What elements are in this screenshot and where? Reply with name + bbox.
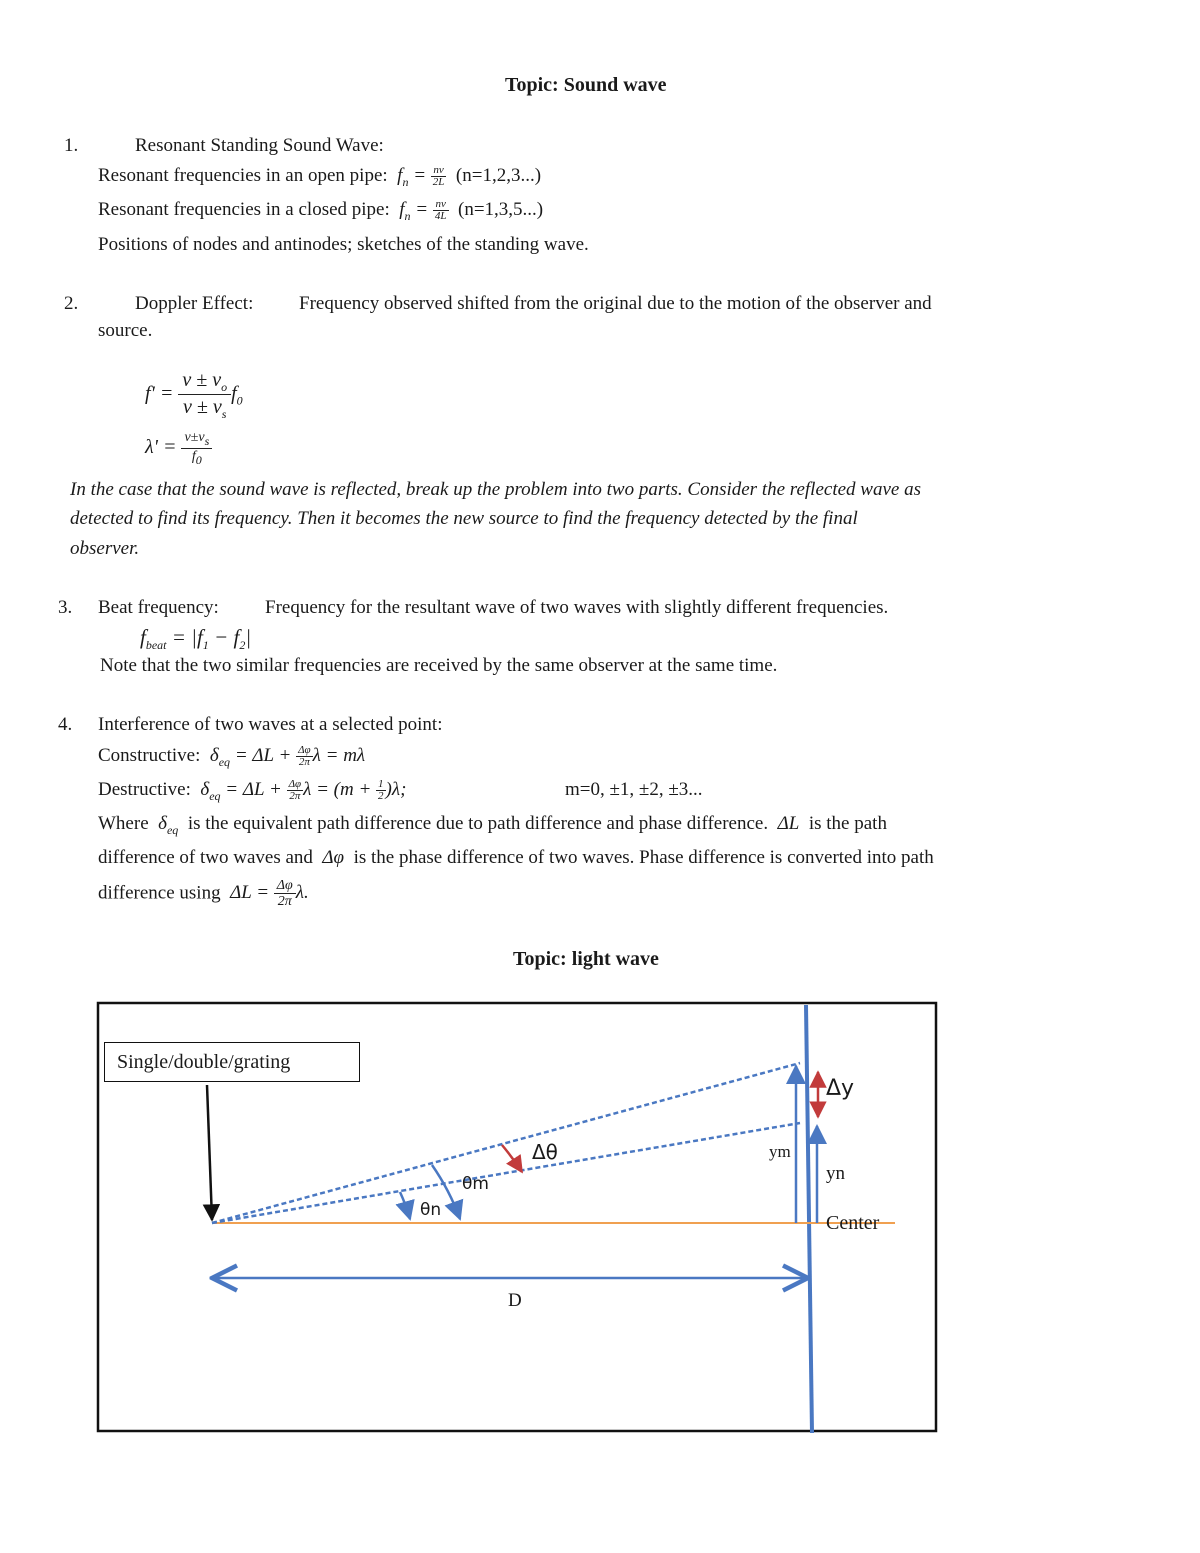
- reflection-note-line2: detected to find its frequency. Then it becomes the new source to find the frequency detected by the final: [70, 508, 858, 529]
- section-1-number: 1.: [64, 135, 79, 156]
- delta-y-label: Δy: [826, 1076, 855, 1101]
- path-diff-text-b: is the phase difference of two waves. Phase difference is converted into path: [353, 847, 934, 868]
- positions-text: Positions of nodes and antinodes; sketches of the standing wave.: [98, 234, 589, 255]
- screen-line: [806, 1005, 812, 1433]
- reflection-note-line3: observer.: [70, 538, 140, 559]
- doppler-frequency-formula: f' = $\frac{v \pm v_o}{v \pm v_s}$ $f_0$: [145, 369, 243, 422]
- closed-pipe-range: (n=1,3,5...): [458, 199, 544, 220]
- y-n-label: yn: [826, 1163, 845, 1184]
- delta-eq-symbol: $\delta_{eq}$: [153, 813, 179, 837]
- destructive-formula: $\delta_{eq} = \Delta L$ + $\frac{\Delta\varphi}{2\pi}$ λ = (m + $\frac{1}{2}$ )λ;: [195, 778, 407, 803]
- conversion-formula: ΔL = $\frac{\Delta\varphi}{2\pi}$ λ.: [225, 878, 309, 910]
- conversion-text: difference using: [98, 882, 221, 904]
- open-pipe-range: (n=1,2,3...): [455, 165, 542, 186]
- m-values: m=0, ±1, ±2, ±3...: [565, 779, 703, 800]
- light-topic-title: Topic: light wave: [513, 948, 659, 970]
- closed-pipe-label: Resonant frequencies in a closed pipe:: [98, 199, 390, 220]
- doppler-wavelength-formula: λ' = $\frac{v\pm v_s}{f_0}$: [145, 430, 212, 467]
- open-pipe-label: Resonant frequencies in an open pipe:: [98, 165, 388, 186]
- doppler-desc-line1: Frequency observed shifted from the original due to the motion of the observer and: [299, 293, 932, 314]
- slit-pointer-arrow: [207, 1085, 212, 1220]
- where-post: is the equivalent path difference due to path difference and phase difference.: [187, 813, 769, 834]
- section-1-heading: Resonant Standing Sound Wave:: [135, 135, 384, 156]
- doppler-desc-line2: source.: [98, 320, 153, 341]
- constructive-formula: $\delta_{eq} = \Delta L$ + $\frac{\Delta\varphi}{2\pi}$ λ = mλ: [205, 744, 366, 769]
- theta-n-arc: [400, 1192, 410, 1219]
- reflection-note-line1: In the case that the sound wave is reflected, break up the problem into two parts. Consider the reflected wave as: [70, 479, 921, 500]
- beat-desc: Frequency for the resultant wave of two waves with slightly different frequencies.: [265, 597, 889, 618]
- section-2-number: 2.: [64, 293, 79, 314]
- delta-phi-symbol: Δφ: [317, 847, 349, 868]
- center-label: Center: [826, 1212, 880, 1234]
- ray-m: [212, 1063, 800, 1223]
- beat-note: Note that the two similar frequencies are received by the same observer at the same time.: [100, 655, 778, 676]
- section-4-number: 4.: [58, 714, 73, 735]
- beat-formula: $f_{beat} = |f_1 - f_2|$: [140, 625, 252, 653]
- path-diff-text: difference of two waves and: [98, 847, 313, 868]
- sound-topic-title: Topic: Sound wave: [505, 74, 667, 96]
- section-3-heading: Beat frequency:: [98, 597, 219, 618]
- theta-n-label: θn: [420, 1200, 442, 1220]
- section-4-heading: Interference of two waves at a selected point:: [98, 714, 443, 735]
- distance-label: D: [508, 1290, 522, 1311]
- where-post2: is the path: [808, 813, 887, 834]
- section-2-heading: Doppler Effect:: [135, 293, 254, 314]
- delta-l-symbol: ΔL: [772, 813, 805, 834]
- constructive-label: Constructive:: [98, 745, 201, 766]
- where-pre: Where: [98, 813, 149, 834]
- closed-pipe-formula: $f_n$ = $\frac{nv}{4L}$: [394, 198, 447, 223]
- ray-n: [212, 1123, 800, 1223]
- open-pipe-formula: $f_n$ = $\frac{nv}{2L}$: [392, 164, 445, 189]
- theta-m-label: θm: [462, 1174, 489, 1194]
- y-m-label: ym: [769, 1142, 791, 1161]
- section-3-number: 3.: [58, 597, 73, 618]
- destructive-label: Destructive:: [98, 779, 191, 800]
- delta-theta-arc: [502, 1145, 522, 1172]
- slit-type-label-box: Single/double/grating: [104, 1042, 360, 1082]
- delta-theta-label: Δθ: [532, 1140, 558, 1164]
